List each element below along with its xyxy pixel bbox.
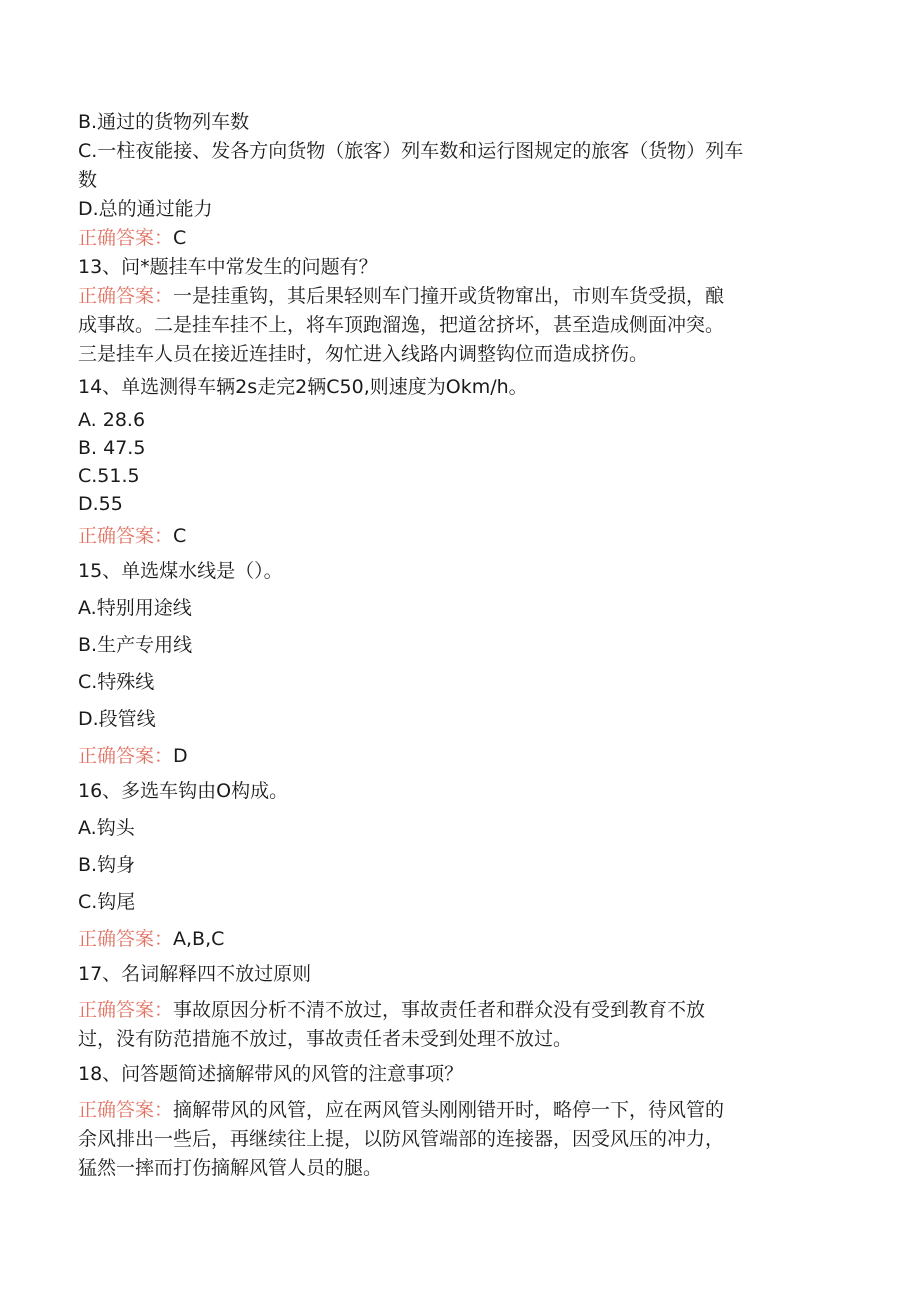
q14-option-c: C.51.5 <box>78 465 140 487</box>
answer-label: 正确答案： <box>78 928 174 950</box>
q13-answer-cont: 三是挂车人员在接近连挂时，匆忙进入线路内调整钩位而造成挤伤。 <box>78 343 649 365</box>
q12-option-b: B.通过的货物列车数 <box>78 111 250 133</box>
answer-text: 一是挂重钩，其后果轻则车门撞开或货物窜出，市则车货受损，酿 <box>173 285 725 307</box>
q15-option-d: D.段管线 <box>78 708 156 730</box>
q14-option-a: A. 28.6 <box>78 409 146 431</box>
answer-label: 正确答案： <box>78 745 174 767</box>
answer-text: 事故原因分析不清不放过，事故责任者和群众没有受到教育不放 <box>173 999 706 1021</box>
q18-question: 18、问答题简述摘解带风的风管的注意事项？ <box>78 1063 464 1085</box>
q17-question: 17、名词解释四不放过原则 <box>78 963 312 985</box>
q14-question: 14、单选测得车辆2s走完2辆C50,则速度为Okm/h。 <box>78 376 528 398</box>
q14-option-b: B. 47.5 <box>78 437 146 459</box>
q15-option-b: B.生产专用线 <box>78 634 193 656</box>
q12-option-d: D.总的通过能力 <box>78 198 213 220</box>
q18-answer-cont: 余风排出一些后，再继续往上提，以防风管端部的连接器，因受风压的冲力， <box>78 1128 725 1150</box>
q14-option-d: D.55 <box>78 493 123 515</box>
answer-value: C <box>173 227 187 249</box>
q16-option-a: A.钩头 <box>78 817 135 839</box>
q13-answer <box>78 282 838 311</box>
q18-answer <box>78 1096 838 1125</box>
q16-question: 16、多选车钩由O构成。 <box>78 780 289 802</box>
q17-answer-cont: 过，没有防范措施不放过，事故责任者未受到处理不放过。 <box>78 1028 573 1050</box>
answer-label: 正确答案： <box>78 999 174 1021</box>
q14-answer <box>78 522 838 551</box>
answer-text: 摘解带风的风管，应在两风管头刚刚错开时，略停一下，待风管的 <box>173 1099 725 1121</box>
q17-answer <box>78 996 838 1025</box>
q12-answer <box>78 224 838 253</box>
q12-option-c-cont: 数 <box>78 169 98 191</box>
q18-answer-cont: 猛然一摔而打伤摘解风管人员的腿。 <box>78 1157 383 1179</box>
q15-option-a: A.特别用途线 <box>78 597 192 619</box>
answer-label: 正确答案： <box>78 285 174 307</box>
answer-value: A,B,C <box>173 928 225 950</box>
q16-option-b: B.钩身 <box>78 854 136 876</box>
q16-answer <box>78 925 838 954</box>
q16-option-c: C.钩尾 <box>78 891 136 913</box>
q13-question: 13、问*题挂车中常发生的问题有？ <box>78 256 378 278</box>
q13-answer-cont: 成事故。二是挂车挂不上，将车顶跑溜逸，把道岔挤坏，甚至造成侧面冲突。 <box>78 314 725 336</box>
q15-answer <box>78 742 838 771</box>
answer-label: 正确答案： <box>78 227 174 249</box>
answer-label: 正确答案： <box>78 525 174 547</box>
q12-option-c: C.一柱夜能接、发各方向货物（旅客）列车数和运行图规定的旅客（货物）列车 <box>78 140 744 162</box>
answer-label: 正确答案： <box>78 1099 174 1121</box>
answer-value: C <box>173 525 187 547</box>
q15-question: 15、单选煤水线是（）。 <box>78 560 283 582</box>
q15-option-c: C.特殊线 <box>78 671 155 693</box>
answer-value: D <box>173 745 188 767</box>
